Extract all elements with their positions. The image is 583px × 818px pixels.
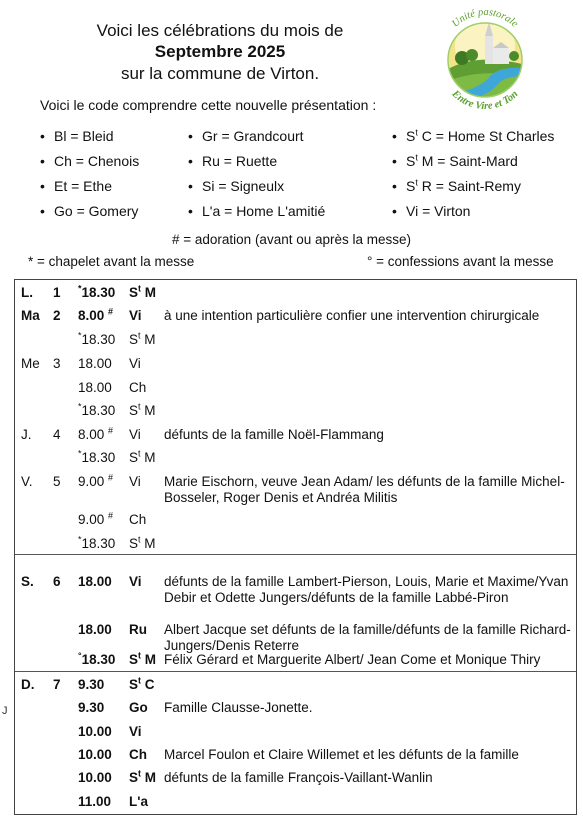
mass-time: 18.00	[78, 356, 112, 371]
location-code: $S^t$ M	[129, 534, 156, 551]
day-number: 1	[53, 285, 61, 300]
mass-time: *18.30	[78, 534, 116, 551]
mass-time: 9.30	[78, 700, 105, 715]
location-code: Ch	[129, 512, 147, 527]
day-label: V.	[21, 474, 33, 489]
legend-item: • Ch = Chenois	[40, 149, 139, 174]
mass-time: 9.30	[78, 677, 105, 692]
mass-intention: Famille Clausse-Jonette.	[164, 700, 313, 715]
legend-item: • Go = Gomery	[40, 199, 139, 224]
time-prefix-mark: °	[78, 650, 82, 661]
day-number: 6	[53, 574, 61, 589]
mass-intention: défunts de la famille Noël-Flammang	[164, 427, 384, 442]
time-prefix-mark: *	[78, 283, 82, 294]
mass-time: 10.00	[78, 770, 112, 785]
title-line-1: Voici les célébrations du mois de	[96, 21, 344, 40]
mass-time: *18.30	[78, 448, 116, 465]
day-number: 4	[53, 427, 61, 442]
mass-time: 9.00 #	[78, 510, 114, 527]
time-suffix-mark: #	[108, 425, 114, 436]
time-suffix-mark: #	[108, 472, 114, 483]
superscript: t	[415, 127, 418, 138]
legend-intro: Voici le code comprendre cette nouvelle présentation :	[40, 97, 377, 113]
location-code: $S^t$ M	[129, 448, 156, 465]
time-prefix-mark: *	[78, 401, 82, 412]
mass-time: 10.00	[78, 747, 112, 762]
location-code: Vi	[129, 574, 142, 589]
parish-logo	[430, 6, 540, 112]
note-confessions: ° = confessions avant la messe	[367, 254, 554, 269]
mass-intention: Marie Eischorn, veuve Jean Adam/ les défunts de la famille Michel-Bosseler, Roger Denis et Andréa Militis	[164, 474, 565, 505]
mass-time: 18.00	[78, 380, 112, 395]
legend-item: • Vi = Virton	[392, 199, 554, 224]
day-label: J.	[21, 427, 32, 442]
mass-time: 9.00 #	[78, 472, 114, 489]
location-code: Vi	[129, 474, 141, 489]
logo-top-text: Unité pastorale	[450, 6, 520, 30]
day-label: Ma	[21, 308, 40, 323]
week-divider	[15, 671, 576, 672]
location-code: Go	[129, 700, 148, 715]
location-code: Ch	[129, 747, 147, 762]
location-code: $S^t$ C	[129, 675, 155, 692]
day-label: S.	[21, 574, 34, 589]
location-code: L'a	[129, 794, 148, 809]
title-month: Septembre 2025	[154, 42, 286, 61]
mass-intention: Félix Gérard et Marguerite Albert/ Jean Come et Monique Thiry	[164, 652, 541, 667]
mass-time: *18.30	[78, 401, 116, 418]
location-code: $S^t$ M	[129, 283, 157, 300]
day-number: 7	[53, 677, 61, 692]
superscript: t	[138, 283, 142, 294]
superscript: t	[138, 675, 142, 686]
logo-bottom-text: Entre Vire et Ton	[449, 88, 521, 112]
superscript: t	[415, 177, 418, 188]
location-code: Vi	[129, 724, 142, 739]
mass-time: 11.00	[78, 794, 112, 809]
legend-column-1	[40, 124, 139, 224]
margin-mark: J	[2, 705, 8, 717]
day-label: L.	[21, 285, 33, 300]
location-code: $S^t$ M	[129, 330, 156, 347]
superscript: t	[138, 330, 141, 341]
time-prefix-mark: *	[78, 534, 82, 545]
mass-time: 10.00	[78, 724, 112, 739]
legend-item: • Et = Ethe	[40, 174, 139, 199]
location-code: Ch	[129, 380, 147, 395]
title-line-3: sur la commune de Virton.	[120, 64, 320, 83]
day-number: 3	[53, 356, 61, 371]
superscript: t	[415, 152, 418, 163]
mass-time: 8.00 #	[78, 425, 114, 442]
mass-intention: à une intention particulière confier une intervention chirurgicale	[164, 308, 540, 323]
mass-time: 8.00 #	[78, 306, 114, 323]
time-prefix-mark: *	[78, 330, 82, 341]
day-label: D.	[21, 677, 35, 692]
mass-time: *18.30	[78, 283, 116, 300]
legend-item: • $S^t$ R = Saint-Remy	[392, 174, 554, 199]
note-chapelet: * = chapelet avant la messe	[28, 254, 195, 269]
mass-time: 18.00	[78, 574, 112, 589]
time-suffix-mark: #	[108, 306, 114, 317]
superscript: t	[138, 448, 141, 459]
mass-intention: défunts de la famille Lambert-Pierson, Louis, Marie et Maxime/Yvan Debir et Odette Jungers/défunts de la famille Labbé-Piron	[164, 574, 569, 605]
legend-item: • Bl = Bleid	[40, 124, 139, 149]
superscript: t	[138, 768, 142, 779]
legend-item: • Ru = Ruette	[188, 149, 325, 174]
superscript: t	[138, 534, 141, 545]
legend-column-3	[392, 124, 554, 224]
location-code: $S^t$ M	[129, 768, 157, 785]
location-code: Ru	[129, 622, 147, 637]
time-prefix-mark: *	[78, 448, 82, 459]
legend-item: • Si = Signeulx	[188, 174, 325, 199]
legend-item: • Gr = Grandcourt	[188, 124, 325, 149]
day-label: Me	[21, 356, 40, 371]
day-number: 5	[53, 474, 61, 489]
legend-item: • L'a = Home L'amitié	[188, 199, 325, 224]
location-code: Vi	[129, 356, 141, 371]
superscript: t	[138, 650, 142, 661]
mass-time: *18.30	[78, 330, 116, 347]
legend-item: • $S^t$ M = Saint-Mard	[392, 149, 554, 174]
location-code: $S^t$ M	[129, 650, 157, 667]
mass-time: °18.30	[78, 650, 116, 667]
superscript: t	[138, 401, 141, 412]
legend-item: • $S^t$ C = Home St Charles	[392, 124, 554, 149]
celebrations-table	[14, 279, 577, 815]
mass-time: 18.00	[78, 622, 112, 637]
location-code: $S^t$ M	[129, 401, 156, 418]
location-code: Vi	[129, 308, 142, 323]
mass-intention: Marcel Foulon et Claire Willemet et les défunts de la famille	[164, 747, 519, 762]
mass-intention: défunts de la famille François-Vaillant-Wanlin	[164, 770, 433, 785]
day-number: 2	[53, 308, 61, 323]
location-code: Vi	[129, 427, 141, 442]
time-suffix-mark: #	[108, 510, 114, 521]
legend-column-2	[188, 124, 325, 224]
week-divider	[15, 554, 576, 555]
mass-intention: Albert Jacque set défunts de la famille/défunts de la famille Richard-Jungers/Denis Reterre	[164, 622, 571, 653]
note-adoration: # = adoration (avant ou après la messe)	[172, 232, 412, 247]
